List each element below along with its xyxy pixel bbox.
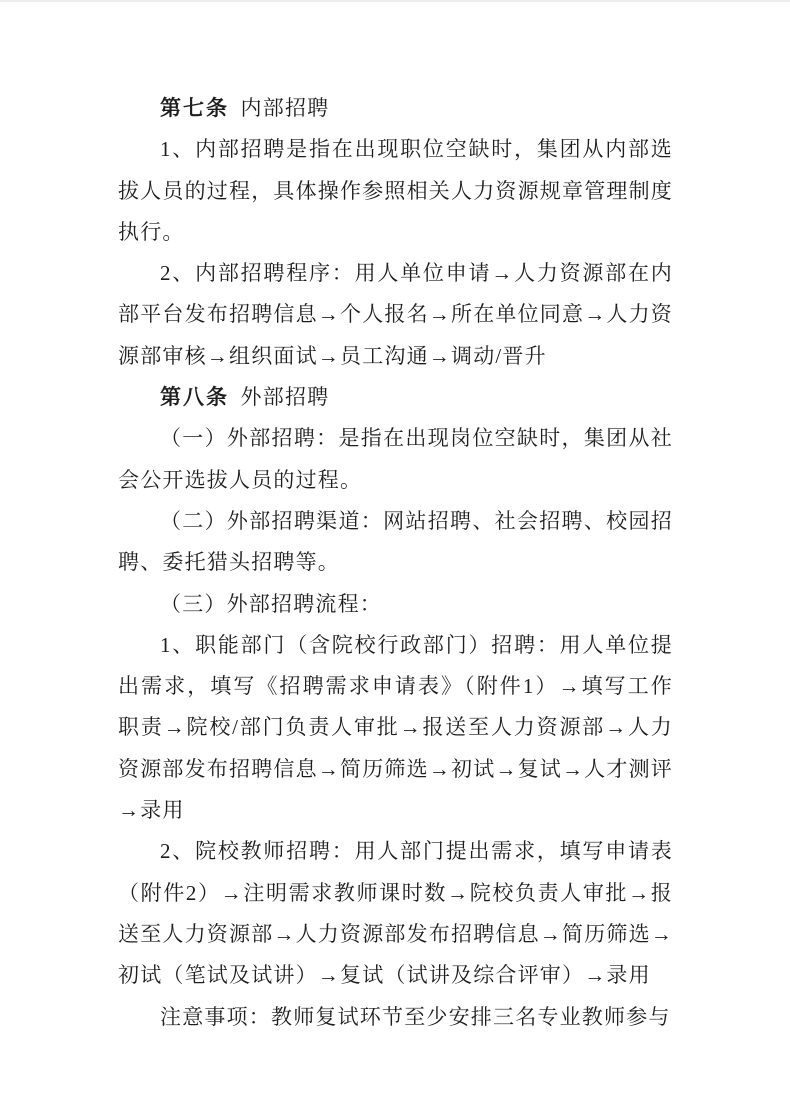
- external-recruitment-definition: （一）外部招聘：是指在出现岗位空缺时，集团从社会公开选拔人员的过程。: [118, 426, 673, 492]
- clause-7-heading: [118, 88, 673, 129]
- clause-8-title: 外部招聘: [240, 385, 330, 410]
- clause-8-heading: [118, 377, 673, 418]
- document-content: [118, 88, 673, 1038]
- internal-recruitment-procedure: 2、内部招聘程序：用人单位申请→人力资源部在内部平台发布招聘信息→个人报名→所在单位同意→人力资源部审核→组织面试→员工沟通→调动/晋升: [118, 261, 673, 368]
- external-recruitment-channels: （二）外部招聘渠道：网站招聘、社会招聘、校园招聘、委托猎头招聘等。: [118, 508, 673, 575]
- clause-8-number: 第八条: [160, 386, 229, 410]
- clause-7-number: 第七条: [160, 97, 229, 120]
- external-recruitment-process-label: （三）外部招聘流程：: [160, 591, 382, 616]
- college-teacher-recruitment-process: 2、院校教师招聘：用人部门提出需求，填写申请表（附件2）→注明需求教师课时数→院校负责人审批→报送至人力资源部→人力资源部发布招聘信息→简历筛选→初试（笔试及试讲）→复试（试讲及综合评审）→录用: [118, 839, 673, 988]
- functional-department-recruitment-process: 1、职能部门（含院校行政部门）招聘：用人单位提出需求，填写《招聘需求申请表》（附件1）→填写工作职责→院校/部门负责人审批→报送至人力资源部→人力资源部发布招聘信息→简历筛选→初试→复试→人才测评→录用: [118, 632, 673, 823]
- clause-7-title: 内部招聘: [240, 96, 330, 120]
- teacher-interview-note: 注意事项：教师复试环节至少安排三名专业教师参与: [160, 1004, 671, 1029]
- internal-recruitment-definition: 1、内部招聘是指在出现职位空缺时，集团从内部选拔人员的过程，具体操作参照相关人力资源规章管理制度执行。: [118, 137, 673, 244]
